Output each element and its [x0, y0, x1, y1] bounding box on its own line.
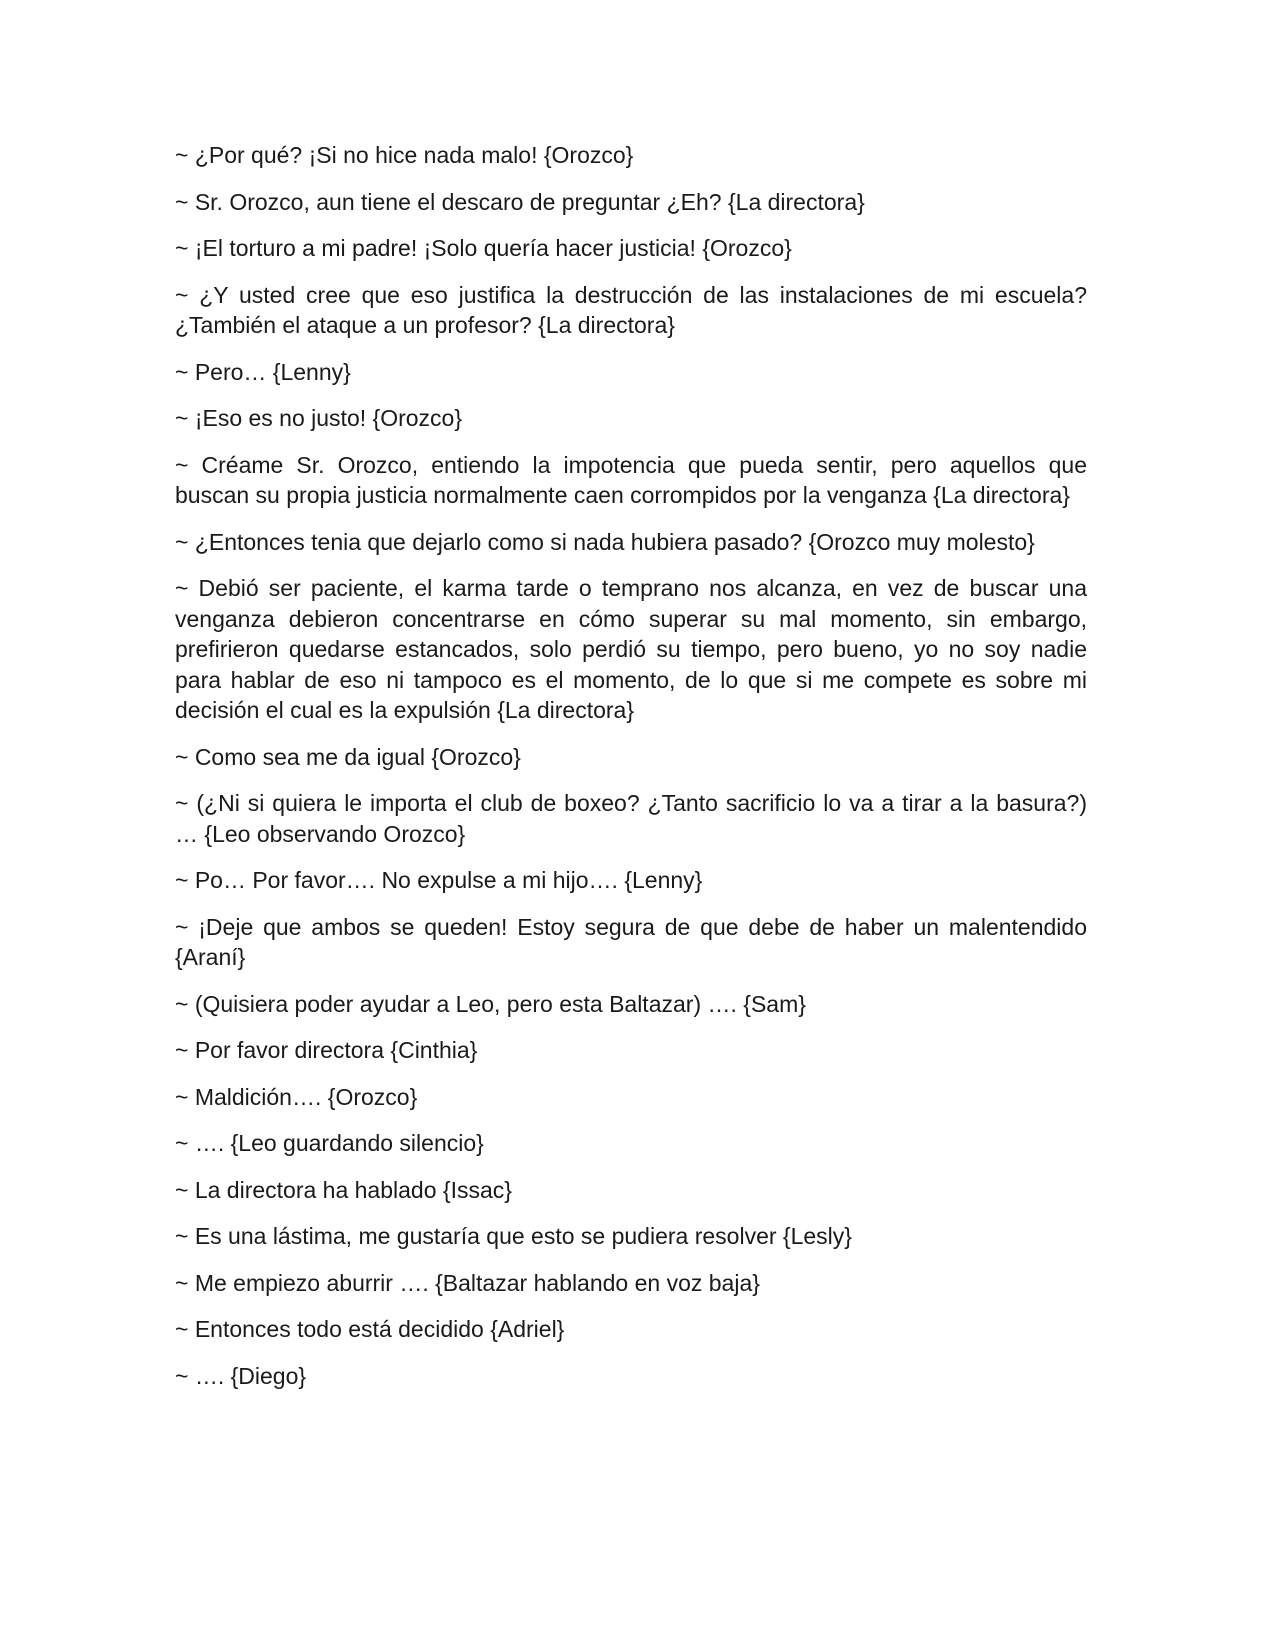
- dialogue-line: ~ …. {Diego}: [175, 1362, 307, 1389]
- dialogue-line: ~ Como sea me da igual {Orozco}: [175, 743, 521, 770]
- dialogue-line: ~ Pero… {Lenny}: [175, 358, 351, 385]
- dialogue-line: ~ Por favor directora {Cinthia}: [175, 1037, 478, 1063]
- dialogue-line: ~ (¿Ni si quiera le importa el club de boxeo? ¿Tanto sacrificio lo va a tirar a la basura?) … {Leo observando Orozco}: [175, 790, 1087, 847]
- dialogue-line: ~ Po… Por favor…. No expulse a mi hijo…. {Lenny}: [175, 867, 703, 893]
- dialogue-line: ~ La directora ha hablado {Issac}: [175, 1176, 512, 1203]
- dialogue-line: ~ Debió ser paciente, el karma tarde o temprano nos alcanza, en vez de buscar una venganza debieron concentrarse en cómo superar su mal momento, sin embargo, prefirieron quedarse estancados, solo perdió su tiempo, pero bueno, yo no soy nadie para hablar de eso ni tampoco es el momento, de lo que si me compete es sobre mi decisión el cual es la expulsión {La directora}: [175, 575, 1087, 723]
- dialogue-line: ~ ¡Deje que ambos se queden! Estoy segura de que debe de haber un malentendido {Araní}: [175, 913, 1087, 970]
- dialogue-line: ~ Me empiezo aburrir …. {Baltazar hablando en voz baja}: [175, 1269, 760, 1296]
- dialogue-line: ~ …. {Leo guardando silencio}: [175, 1130, 484, 1156]
- dialogue-line: ~ Maldición…. {Orozco}: [175, 1083, 418, 1110]
- dialogue-line: ~ ¿Entonces tenia que dejarlo como si nada hubiera pasado? {Orozco muy molesto}: [175, 528, 1035, 555]
- dialogue-line: ~ ¡El torturo a mi padre! ¡Solo quería hacer justicia! {Orozco}: [175, 235, 792, 261]
- document-page: [175, 140, 1087, 1407]
- dialogue-line: ~ ¿Y usted cree que eso justifica la destrucción de las instalaciones de mi escuela? ¿También el ataque a un profesor? {La directora}: [175, 281, 1087, 338]
- dialogue-line: ~ ¡Eso es no justo! {Orozco}: [175, 405, 463, 431]
- dialogue-line: ~ Sr. Orozco, aun tiene el descaro de preguntar ¿Eh? {La directora}: [175, 188, 865, 215]
- dialogue-line: ~ Créame Sr. Orozco, entiendo la impotencia que pueda sentir, pero aquellos que buscan su propia justicia normalmente caen corrompidos por la venganza {La directora}: [175, 451, 1087, 508]
- dialogue-line: ~ ¿Por qué? ¡Si no hice nada malo! {Orozco}: [175, 142, 634, 168]
- dialogue-line: ~ Entonces todo está decidido {Adriel}: [175, 1316, 565, 1342]
- dialogue-line: ~ Es una lástima, me gustaría que esto se pudiera resolver {Lesly}: [175, 1223, 852, 1249]
- dialogue-line: ~ (Quisiera poder ayudar a Leo, pero esta Baltazar) …. {Sam}: [175, 990, 806, 1017]
